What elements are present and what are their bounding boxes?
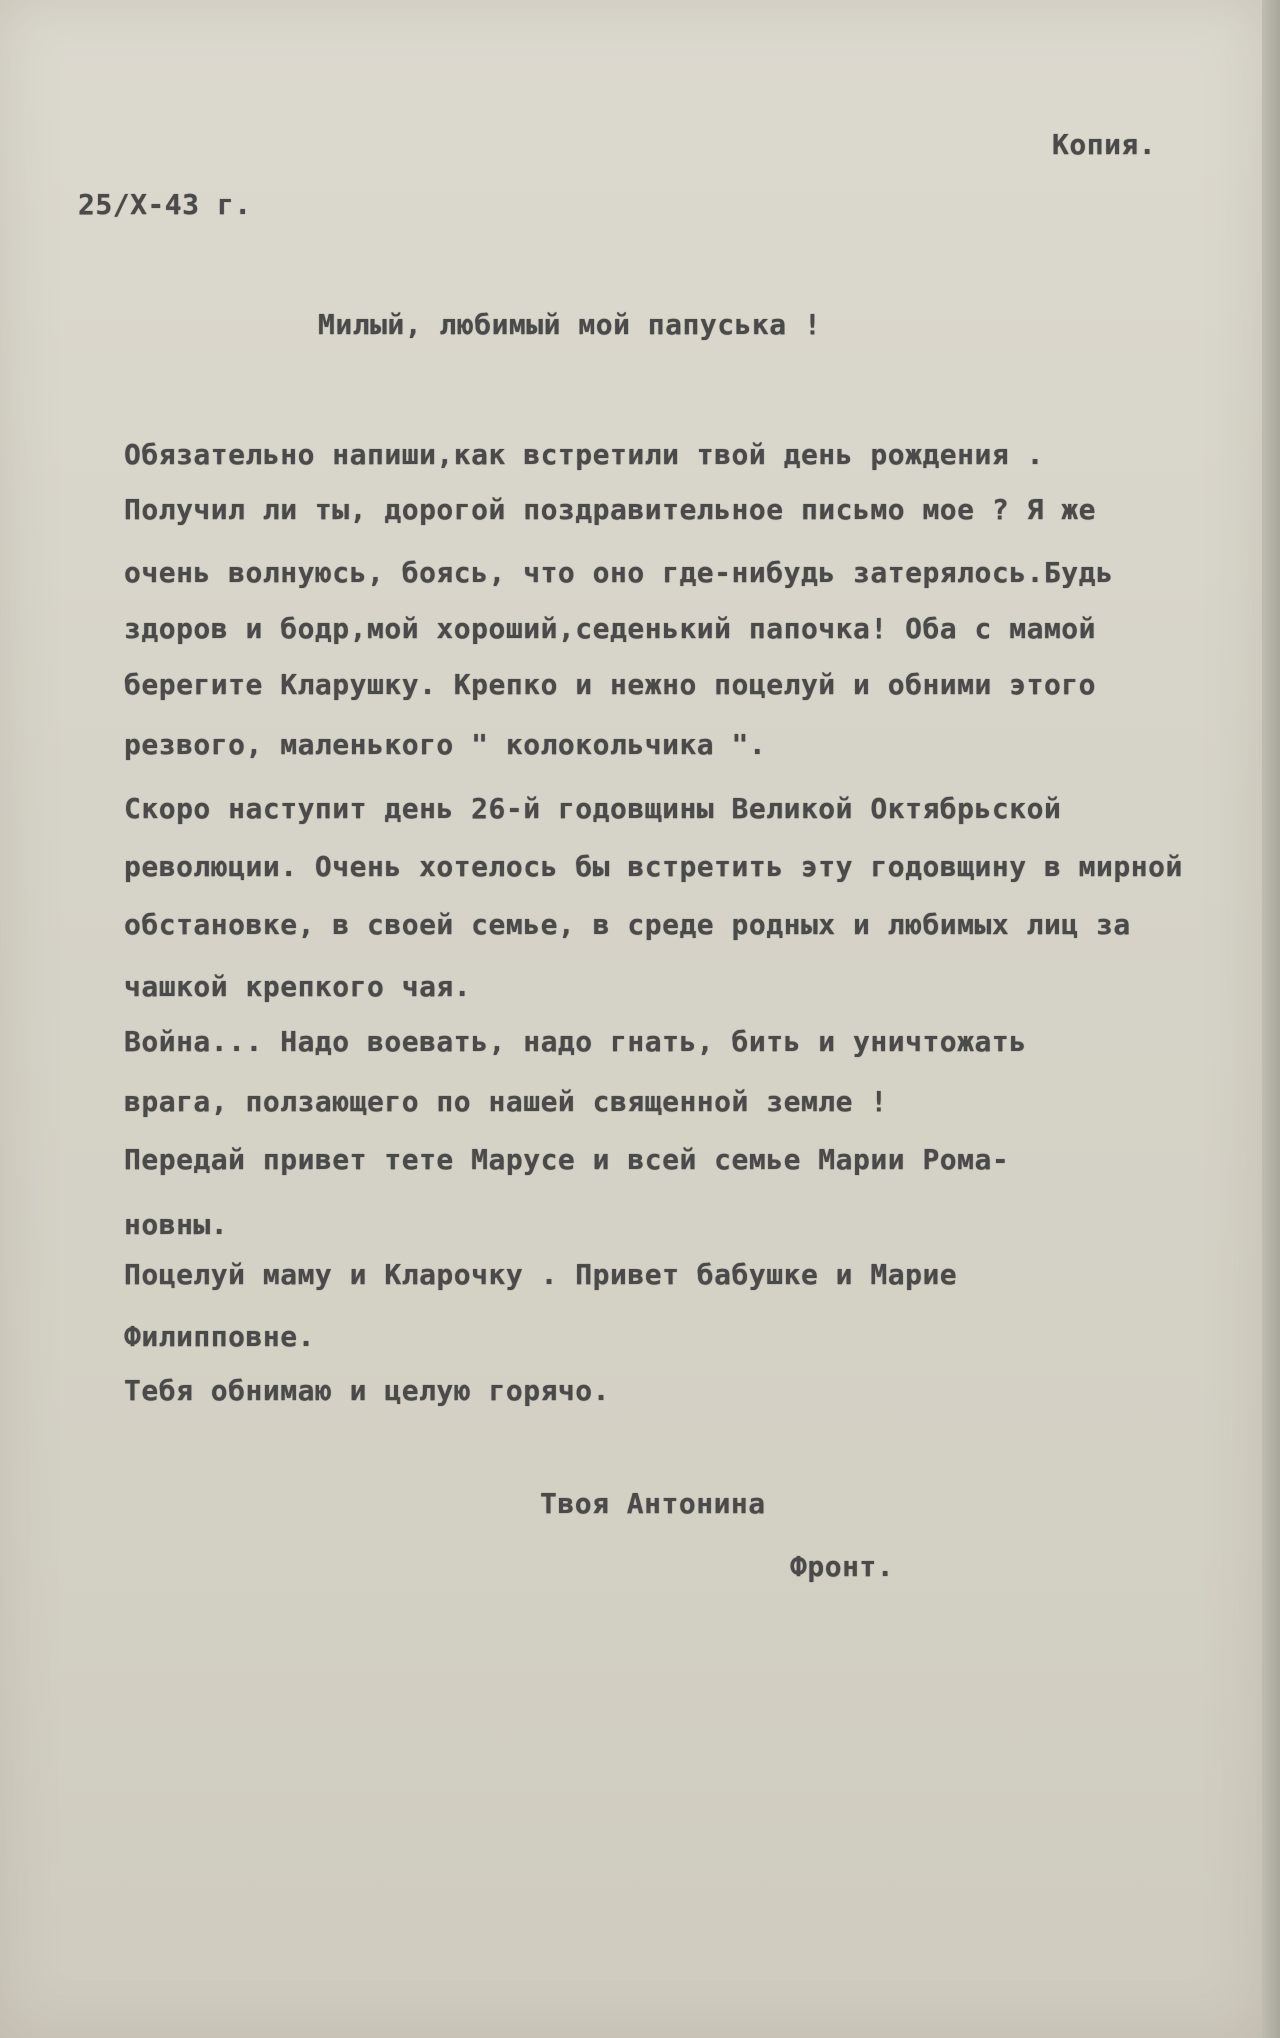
body-line: Передай привет тете Марусе и всей семье Марии Рома-	[124, 1143, 1010, 1176]
body-line: Обязательно напиши,как встретили твой день рождения .	[124, 438, 1044, 471]
body-line: чашкой крепкого чая.	[124, 970, 472, 1003]
body-line: резвого, маленького " колокольчика ".	[124, 728, 767, 761]
page-edge	[1262, 0, 1280, 2038]
body-line: Война... Надо воевать, надо гнать, бить и уничтожать	[124, 1025, 1027, 1058]
salutation: Милый, любимый мой папуська !	[318, 308, 822, 341]
body-line: берегите Кларушку. Крепко и нежно поцелуй и обними этого	[124, 668, 1097, 701]
copy-mark: Копия.	[1052, 128, 1157, 161]
signature-place: Фронт.	[790, 1550, 895, 1583]
body-line: врага, ползающего по нашей священной земле !	[124, 1085, 888, 1118]
body-line: обстановке, в своей семье, в среде родных и любимых лиц за	[124, 908, 1131, 941]
body-line: Филипповне.	[124, 1320, 315, 1353]
body-line: революции. Очень хотелось бы встретить эту годовщину в мирной	[124, 850, 1183, 883]
signature: Твоя Антонина	[540, 1487, 766, 1520]
body-line: Тебя обнимаю и целую горячо.	[124, 1374, 611, 1407]
body-line: Получил ли ты, дорогой поздравительное письмо мое ? Я же	[124, 493, 1097, 526]
body-line: здоров и бодр,мой хороший,седенький папочка! Оба с мамой	[124, 612, 1097, 645]
letter-date: 25/Х-43 г.	[78, 188, 252, 221]
body-line: очень волнуюсь, боясь, что оно где-нибудь затерялось.Будь	[124, 556, 1114, 589]
body-line: новны.	[124, 1208, 229, 1241]
body-line: Поцелуй маму и Кларочку . Привет бабушке и Марие	[124, 1258, 958, 1291]
body-line: Скоро наступит день 26-й годовщины Великой Октябрьской	[124, 792, 1062, 825]
